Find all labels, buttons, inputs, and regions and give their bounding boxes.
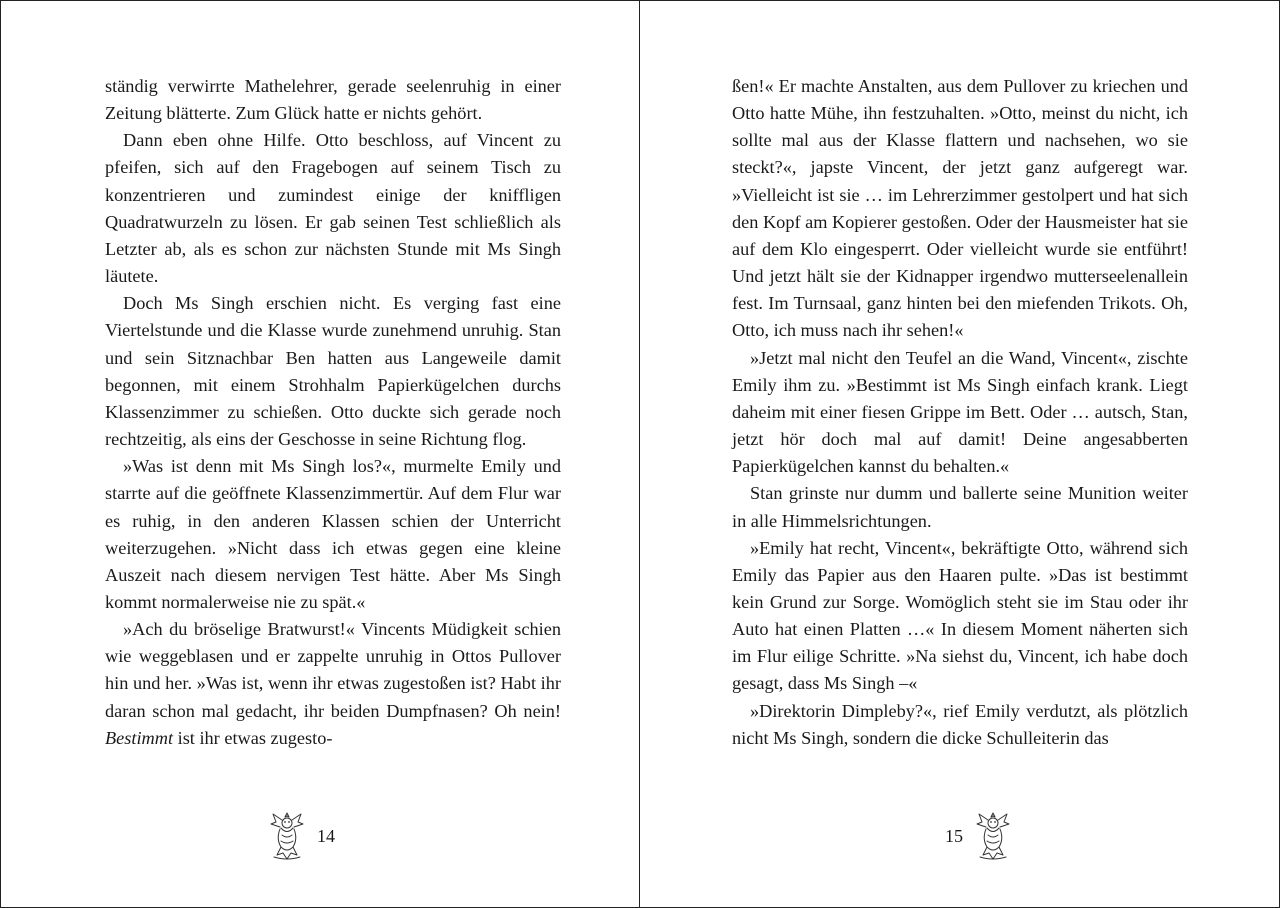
page-gutter <box>639 1 640 907</box>
page-number: 14 <box>317 826 335 846</box>
emphasized-word: Bestimmt <box>105 727 174 748</box>
paragraph-text: ist ihr etwas zugesto- <box>173 727 333 748</box>
paragraph <box>105 616 561 752</box>
paragraph: »Direktorin Dimpleby?«, rief Emily verdutzt, als plötzlich nicht Ms Singh, sondern die dicke Schulleiterin das <box>732 700 1188 748</box>
paragraph: »Emily hat recht, Vincent«, bekräftigte Otto, während sich Emily das Papier aus den Haaren pulte. »Das ist bestimmt kein Grund zur Sorge. Womöglich steht sie im Stau oder ihr Auto hat einen Platten …« In diesem Moment näherten sich im Flur eilige Schritte. »Na siehst du, Vincent, ich habe doch gesagt, dass Ms Singh –« <box>732 537 1188 694</box>
paragraph-text: »Ach du bröselige Bratwurst!« Vincents Müdigkeit schien wie weggeblasen und er zappelte unruhig in Ottos Pullover hin und her. »Was ist, wenn ihr etwas zugestoßen ist? Habt ihr daran schon mal gedacht, ihr beiden Dumpfnasen? Oh nein! <box>105 619 561 721</box>
paragraph: Doch Ms Singh erschien nicht. Es verging fast eine Viertelstunde und die Klasse wurde zunehmend unruhig. Stan und sein Sitznachbar Ben hatten aus Langeweile damit begonnen, mit einem Strohhalm Papierkügelchen durchs Klassenzimmer zu schießen. Otto duckte sich gerade noch rechtzeitig, als eins der Geschosse in seine Richtung flog. <box>105 293 561 450</box>
right-page-text <box>732 73 1188 752</box>
paragraph: »Jetzt mal nicht den Teufel an die Wand, Vincent«, zischte Emily ihm zu. »Bestimmt ist Ms Singh einfach krank. Liegt daheim mit einer fiesen Grippe im Bett. Oder … autsch, Stan, jetzt hör doch mal auf damit! Deine angesabberten Papierkügelchen kannst du behalten.« <box>732 347 1188 477</box>
paragraph: Stan grinste nur dumm und ballerte seine Munition weiter in alle Himmelsrichtungen. <box>732 483 1188 531</box>
left-page-folio <box>267 809 335 863</box>
paragraph: Dann eben ohne Hilfe. Otto beschloss, auf Vincent zu pfeifen, sich auf den Fragebogen auf seinem Tisch zu konzentrieren und zumindest einige der kniffligen Quadratwurzeln zu lösen. Er gab seinen Test schließlich als Letzter ab, als es schon zur nächsten Stunde mit Ms Singh läutete. <box>105 130 561 287</box>
bat-ornament-icon <box>267 809 307 863</box>
bat-ornament-icon <box>973 809 1013 863</box>
right-page-folio <box>945 809 1013 863</box>
left-page-text <box>105 73 561 752</box>
page-number: 15 <box>945 826 963 846</box>
paragraph: »Was ist denn mit Ms Singh los?«, murmelte Emily und starrte auf die geöffnete Klassenzimmertür. Auf dem Flur war es ruhig, in den anderen Klassen schien der Unterricht weiterzugehen. »Nicht dass ich etwas gegen eine kleine Auszeit nach diesem nervigen Test hätte. Aber Ms Singh kommt normalerweise nie zu spät.« <box>105 456 561 612</box>
paragraph: ßen!« Er machte Anstalten, aus dem Pullover zu kriechen und Otto hatte Mühe, ihn festzuhalten. »Otto, meinst du nicht, ich sollte mal aus der Klasse flattern und nachsehen, wo sie steckt?«, japste Vincent, der jetzt ganz aufgeregt war. »Vielleicht ist sie … im Lehrerzimmer gestolpert und hat sich den Kopf am Kopierer gestoßen. Oder der Hausmeister hat sie auf dem Klo eingesperrt. Oder vielleicht wurde sie entführt! Und jetzt hält sie der Kidnapper irgendwo mutterseelenallein fest. Im Turnsaal, ganz hinten bei den miefenden Trikots. Oh, Otto, ich muss nach ihr sehen!« <box>732 76 1188 341</box>
paragraph: ständig verwirrte Mathelehrer, gerade seelenruhig in einer Zeitung blätterte. Zum Glück hatte er nichts gehört. <box>105 76 561 124</box>
